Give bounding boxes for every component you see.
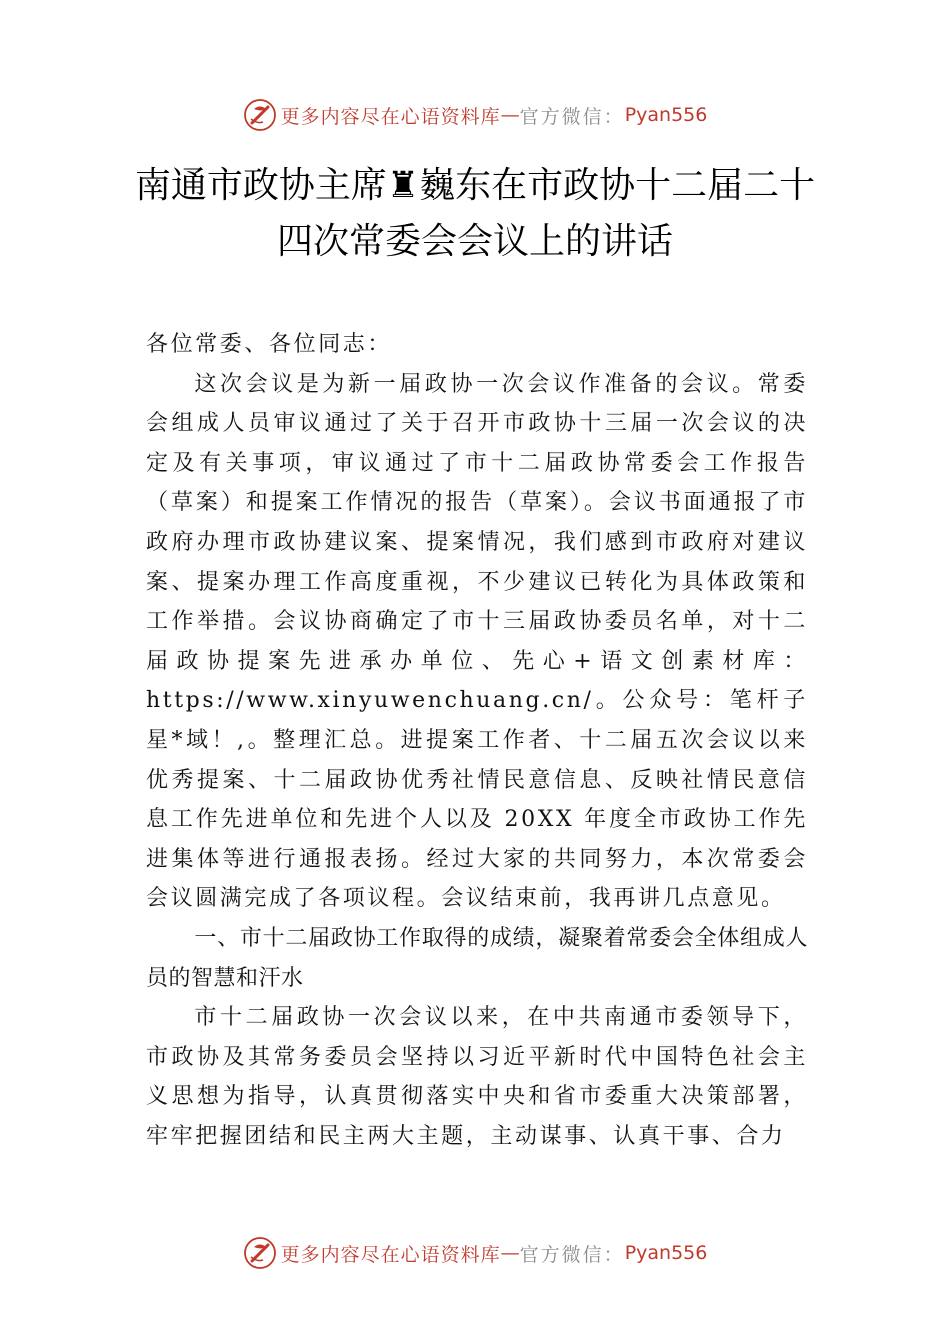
banner-site-name: 更多内容尽在心语资料库 (280, 105, 501, 128)
pen-logo-icon (243, 1236, 277, 1270)
salutation: 各位常委、各位同志： (146, 332, 393, 357)
paragraph: 这次会议是为新一届政协一次会议作准备的会议。常委会组成人员审议通过了关于召开市政协十三届一次会议的决定及有关事项，审议通过了市十二届政协常委会工作报告（草案）和提案工作情况的报告（草案）。会议书面通报了市政府办理市政协建议案、提案情况，我们感到市政府对建议案、提案办理工作高度重视，不少建议已转化为具体政策和工作举措。会议协商确定了市十三届政协委员名单，对十二届政协提案先进承办单位、先心+语文创素材库：https://www.xinyuwenchuang.cn/。公众号：笔杆子星*域！,。整理汇总。进提案工作者、十二届五次会议以来优秀提案、十二届政协优秀社情民意信息、反映社情民意信息工作先进单位和先进个人以及 20XX 年度全市政协工作先进集体等进行通报表扬。经过大家的共同努力，本次常委会会议圆满完成了各项议程。会议结束前，我再讲几点意见。 (146, 371, 808, 912)
banner-dash: — (500, 104, 520, 126)
document-body (146, 325, 808, 1156)
banner-wechat-label: 官方微信： (519, 1243, 625, 1266)
paragraph: 市十二届政协一次会议以来，在中共南通市委领导下，市政协及其常务委员会坚持以习近平新时代中国特色社会主义思想为指导，认真贯彻落实中央和省市委重大决策部署，牢牢把握团结和民主两大主题，主动谋事、认真干事、合力 (146, 1005, 808, 1149)
banner-site-name: 更多内容尽在心语资料库 (280, 1243, 501, 1266)
page-title: 南通市政协主席♜巍东在市政协十二届二十四次常委会会议上的讲话 (134, 165, 816, 262)
header-banner (0, 95, 950, 135)
pen-logo-icon (243, 98, 277, 132)
section-heading: 一、市十二届政协工作取得的成绩，凝聚着常委会全体组成人员的智慧和汗水 (146, 925, 808, 991)
banner-wechat-id: Pyan556 (624, 1242, 708, 1264)
banner-dash: — (500, 1242, 520, 1264)
banner-wechat-id: Pyan556 (624, 104, 708, 126)
banner-wechat-label: 官方微信： (519, 105, 625, 128)
footer-banner (0, 1233, 950, 1273)
